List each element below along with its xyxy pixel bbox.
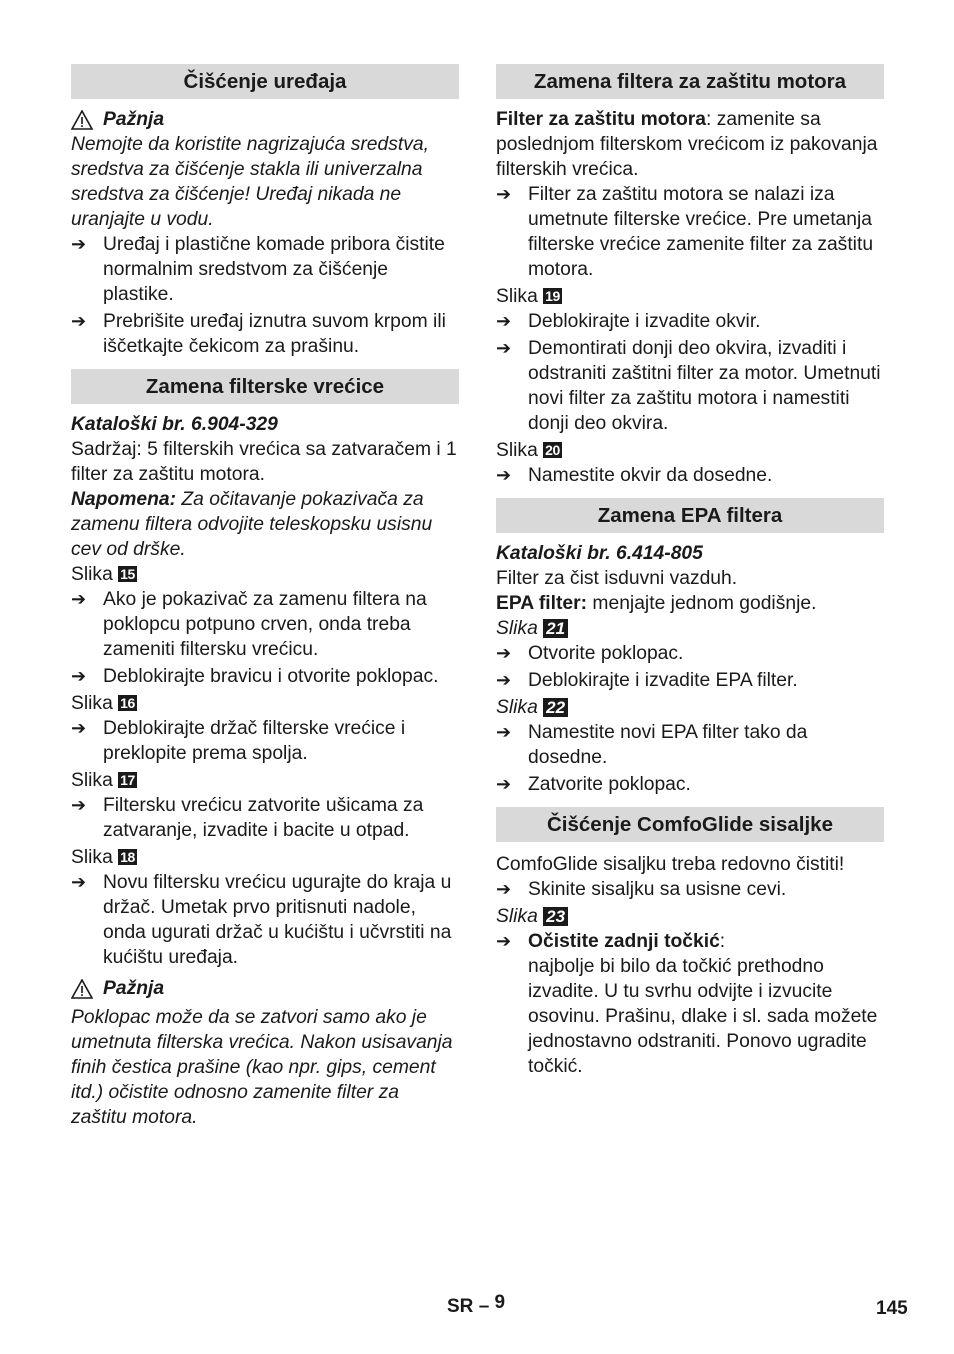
section-heading-cleaning-device: Čišćenje uređaja [71,64,459,99]
warning-text: Poklopac može da se zatvori samo ako je umetnuta filterska vrećica. Nakon usisavanja finih čestica prašine (kao npr. gips, cement itd.) očistite odnosno zamenite filter za zaštitu motora. [71,1007,453,1128]
right-arrow-icon: ➔ [71,872,87,892]
content-text: Sadržaj: 5 filterskih vrećica sa zatvaračem i 1 filter za zaštitu motora. [71,439,457,485]
footer-language: SR [447,1296,474,1317]
list-item: ➔ Ako je pokazivač za zamenu filtera na poklopcu potpuno crven, onda treba zameniti filtersku vrećicu. [71,589,427,660]
figure-ref: Slika 16 [71,693,135,714]
list-item: ➔ Namestite okvir da dosedne. [496,465,773,486]
right-arrow-icon: ➔ [496,465,512,485]
wheel-cleaning-text: najbolje bi bilo da točkić prethodno izvadite. U tu svrhu odvijte i izvucite osovinu. Prašinu, dlake i sl. sada možete jednostavno odstraniti. Ponovo ugradite točkić. [528,956,878,1077]
right-arrow-icon: ➔ [71,589,87,609]
figure-number: 18 [120,849,135,865]
list-item: ➔ Filter za zaštitu motora se nalazi iza umetnute filterske vrećice. Pre umetanja filterske vrećice zamenite filter za zaštitu motora. [496,184,874,280]
note-label: Napomena: [71,489,176,510]
right-arrow-icon: ➔ [496,643,512,663]
list-item: ➔ Prebrišite uređaj iznutra suvom krpom ili iščetkajte čekicom za prašinu. [71,311,446,357]
right-arrow-icon: ➔ [496,879,512,899]
right-arrow-icon: ➔ [496,931,512,951]
right-arrow-icon: ➔ [71,234,87,254]
figure-ref: Slika 17 [71,770,135,791]
list-item: ➔ Očistite zadnji točkić: najbolje bi bilo da točkić prethodno izvadite. U tu svrhu odvijte i izvucite osovinu. Prašinu, dlake i sl. sada možete jednostavno odstraniti. Ponovo ugradite točkić. [496,931,878,1077]
list-item: ➔ Zatvorite poklopac. [496,774,691,795]
list-item: ➔ Deblokirajte držač filterske vrećice i preklopite prema spolja. [71,718,406,764]
list-item: ➔ Deblokirajte i izvadite okvir. [496,311,761,332]
warning-text: Nemojte da koristite nagrizajuća sredstva, sredstva za čišćenje stakla ili univerzalna sredstva za čišćenje! Uređaj nikada ne uranjajte u vodu. [71,134,429,230]
note-paragraph [71,487,459,562]
warning-triangle-icon [71,110,93,130]
right-arrow-icon: ➔ [71,311,87,331]
motor-filter-paragraph: Filter za zaštitu motora: zamenite sa poslednjom filterskom vrećicom iz pakovanja filterskih vrećica. [496,109,878,180]
figure-number: 23 [543,907,568,926]
right-arrow-icon: ➔ [496,774,512,794]
warning-row [71,107,459,132]
epa-description: Filter za čist isduvni vazduh. [496,568,738,589]
figure-ref: Slika 15 [71,564,135,585]
figure-number: 20 [545,442,560,458]
right-arrow-icon: ➔ [71,666,87,686]
figure-ref: Slika 23 [496,904,884,929]
section-heading-comfoglide: Čišćenje ComfoGlide sisaljke [496,807,884,842]
figure-number: 22 [543,698,568,717]
section-heading-filter-bag: Zamena filterske vrećice [71,369,459,404]
figure-number: 19 [545,288,560,304]
list-item: ➔ Namestite novi EPA filter tako da dosedne. [496,722,808,768]
figure-ref: Slika 21 [496,616,884,641]
figure-ref: Slika 18 [71,847,135,868]
list-item: ➔ Skinite sisaljku sa usisne cevi. [496,879,787,900]
list-item: ➔ Novu filtersku vrećicu ugurajte do kraja u držač. Umetak prvo pritisnuti nadole, onda ugurati držač u kućištu i učvrstiti na kućištu uređaja. [71,872,452,968]
figure-number: 21 [543,619,568,638]
list-item: ➔ Demontirati donji deo okvira, izvaditi i odstraniti zaštitni filter za motor. Umetnuti novi filter za zaštitu motora i namestiti donji deo okvira. [496,338,881,434]
figure-number: 15 [120,566,135,582]
figure-ref: Slika 20 [496,440,560,461]
note-text: Za očitavanje pokazivača za zamenu filtera odvojite teleskopsku usisnu cev od drške. [71,489,433,560]
right-arrow-icon: ➔ [496,184,512,204]
wheel-cleaning-label: Očistite zadnji točkić [528,931,720,952]
right-arrow-icon: ➔ [71,795,87,815]
right-arrow-icon: ➔ [496,722,512,742]
list-item: ➔ Uređaj i plastične komade pribora čistite normalnim sredstvom za čišćenje plastike. [71,234,445,305]
figure-number: 16 [120,695,135,711]
catalog-number: Kataloški br. 6.904-329 [71,414,278,435]
page-number: 145 [876,1298,908,1319]
list-item: ➔ Deblokirajte i izvadite EPA filter. [496,670,798,691]
footer-dash: – [478,1296,490,1317]
catalog-number: Kataloški br. 6.414-805 [496,543,703,564]
right-arrow-icon: ➔ [496,338,512,358]
figure-number: 17 [120,772,135,788]
epa-interval: EPA filter: menjajte jednom godišnje. [496,593,817,614]
right-arrow-icon: ➔ [496,670,512,690]
list-item: ➔ Filtersku vrećicu zatvorite ušicama za zatvaranje, izvadite i bacite u otpad. [71,795,424,841]
footer-language-page [447,1292,506,1318]
warning-label: Pažnja [103,109,165,130]
comfoglide-intro: ComfoGlide sisaljku treba redovno čistiti! [496,854,845,875]
right-arrow-icon: ➔ [71,718,87,738]
warning-triangle-icon [71,979,93,999]
list-item: ➔ Otvorite poklopac. [496,643,684,664]
right-column [496,64,884,1081]
warning-row [71,976,459,1001]
figure-ref: Slika 19 [496,286,560,307]
warning-label: Pažnja [103,978,165,999]
left-column [71,64,459,1130]
right-arrow-icon: ➔ [496,311,512,331]
list-item: ➔ Deblokirajte bravicu i otvorite poklopac. [71,666,439,687]
section-heading-epa-filter: Zamena EPA filtera [496,498,884,533]
section-heading-motor-filter: Zamena filtera za zaštitu motora [496,64,884,99]
figure-ref: Slika 22 [496,695,884,720]
footer-local-page: 9 [494,1292,506,1313]
